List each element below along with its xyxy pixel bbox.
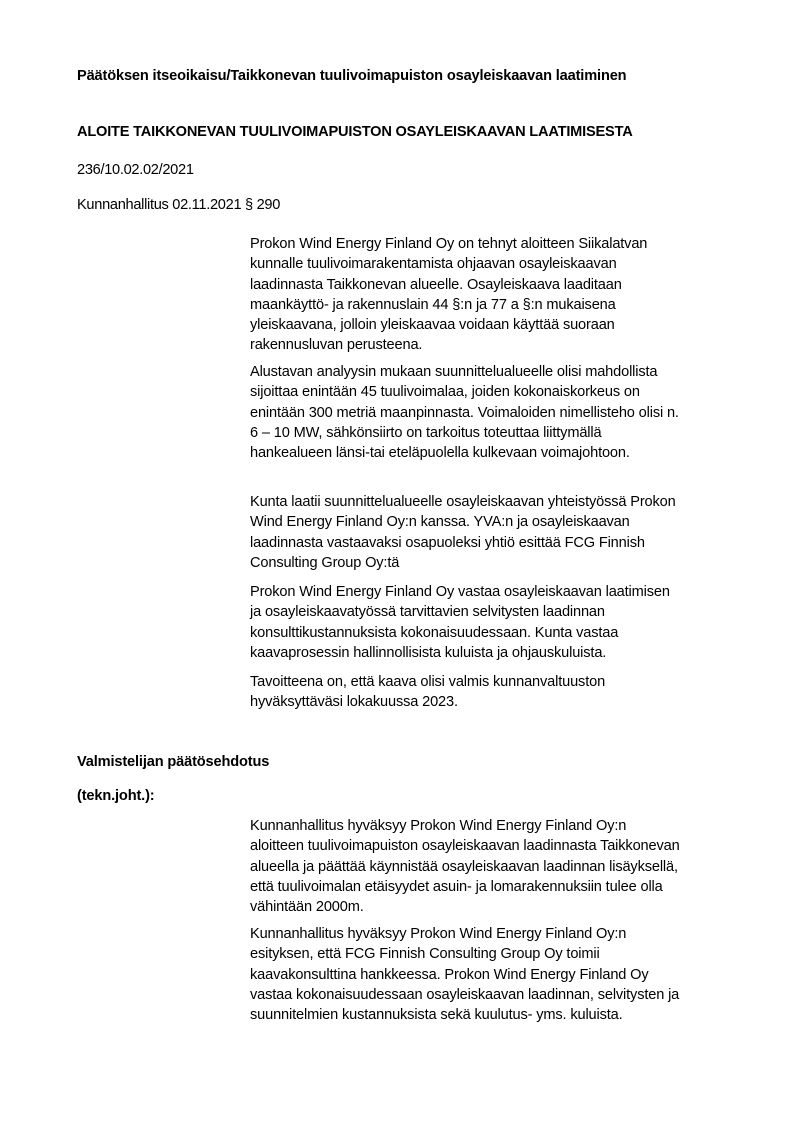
proposal-paragraph: Kunnanhallitus hyväksyy Prokon Wind Energy Finland Oy:n aloitteen tuulivoimapuiston osayleiskaavan laadinnasta Taikkonevan alueella ja päättää käynnistää osayleiskaavan laadinnan lisäyksellä, että tuulivoimalan etäisyydet asuin- ja lomarakennuksiin tulee olla vähintään 2000m.: [250, 818, 680, 916]
document-title: Päätöksen itseoikaisu/Taikkonevan tuulivoimapuiston osayleiskaavan laatiminen: [77, 68, 627, 84]
background-paragraph: Prokon Wind Energy Finland Oy on tehnyt aloitteen Siikalatvan kunnalle tuulivoimarakentamista ohjaavan osayleiskaavan laadinnasta Taikkonevan alueelle. Osayleiskaava laaditaan maankäyttö- ja rakennuslain 44 §:n ja 77 a §:n mukaisena yleiskaavana, jolloin yleiskaavaa voidaan käyttää suoraan rakennusluvan perusteena.: [250, 236, 648, 354]
proposal-heading: Valmistelijan päätösehdotus: [77, 754, 270, 770]
background-paragraph: Tavoitteena on, että kaava olisi valmis kunnanvaltuuston hyväksyttäväsi lokakuussa 2023.: [250, 674, 606, 711]
background-paragraph: Prokon Wind Energy Finland Oy vastaa osayleiskaavan laatimisen ja osayleiskaavatyössä tarvittavien selvitysten laadinnan konsulttikustannuksista kokonaisuudessaan. Kunta vastaa kaavaprosessin hallinnollisista kuluista ja ohjauskuluista.: [250, 584, 670, 661]
background-paragraph: Alustavan analyysin mukaan suunnittelualueelle olisi mahdollista sijoittaa enintään 45 tuulivoimalaa, joiden kokonaiskorkeus on enintään 300 metriä maanpinnasta. Voimaloiden nimellisteho olisi n. 6 – 10 MW, sähkönsiirto on tarkoitus toteuttaa liittymällä hankealueen länsi-tai eteläpuolella kulkevaan voimajohtoon.: [250, 364, 679, 462]
reference-number: 236/10.02.02/2021: [77, 162, 194, 178]
proposal-author: (tekn.joht.):: [77, 788, 155, 804]
proposal-paragraph: Kunnanhallitus hyväksyy Prokon Wind Energy Finland Oy:n esityksen, että FCG Finnish Consulting Group Oy toimii kaavakonsulttina hankkeessa. Prokon Wind Energy Finland Oy vastaa kokonaisuudessaan osayleiskaavan laadinnan, selvitysten ja suunnitelmien kustannuksista sekä kuulutus- yms. kuluista.: [250, 926, 680, 1024]
meeting-info: Kunnanhallitus 02.11.2021 § 290: [77, 197, 281, 213]
background-paragraph: Kunta laatii suunnittelualueelle osayleiskaavan yhteistyössä Prokon Wind Energy Finland Oy:n kanssa. YVA:n ja osayleiskaavan laadinnasta vastaavaksi osapuoleksi yhtiö esittää FCG Finnish Consulting Group Oy:tä: [250, 494, 676, 571]
case-heading: ALOITE TAIKKONEVAN TUULIVOIMAPUISTON OSAYLEISKAAVAN LAATIMISESTA: [77, 124, 633, 140]
